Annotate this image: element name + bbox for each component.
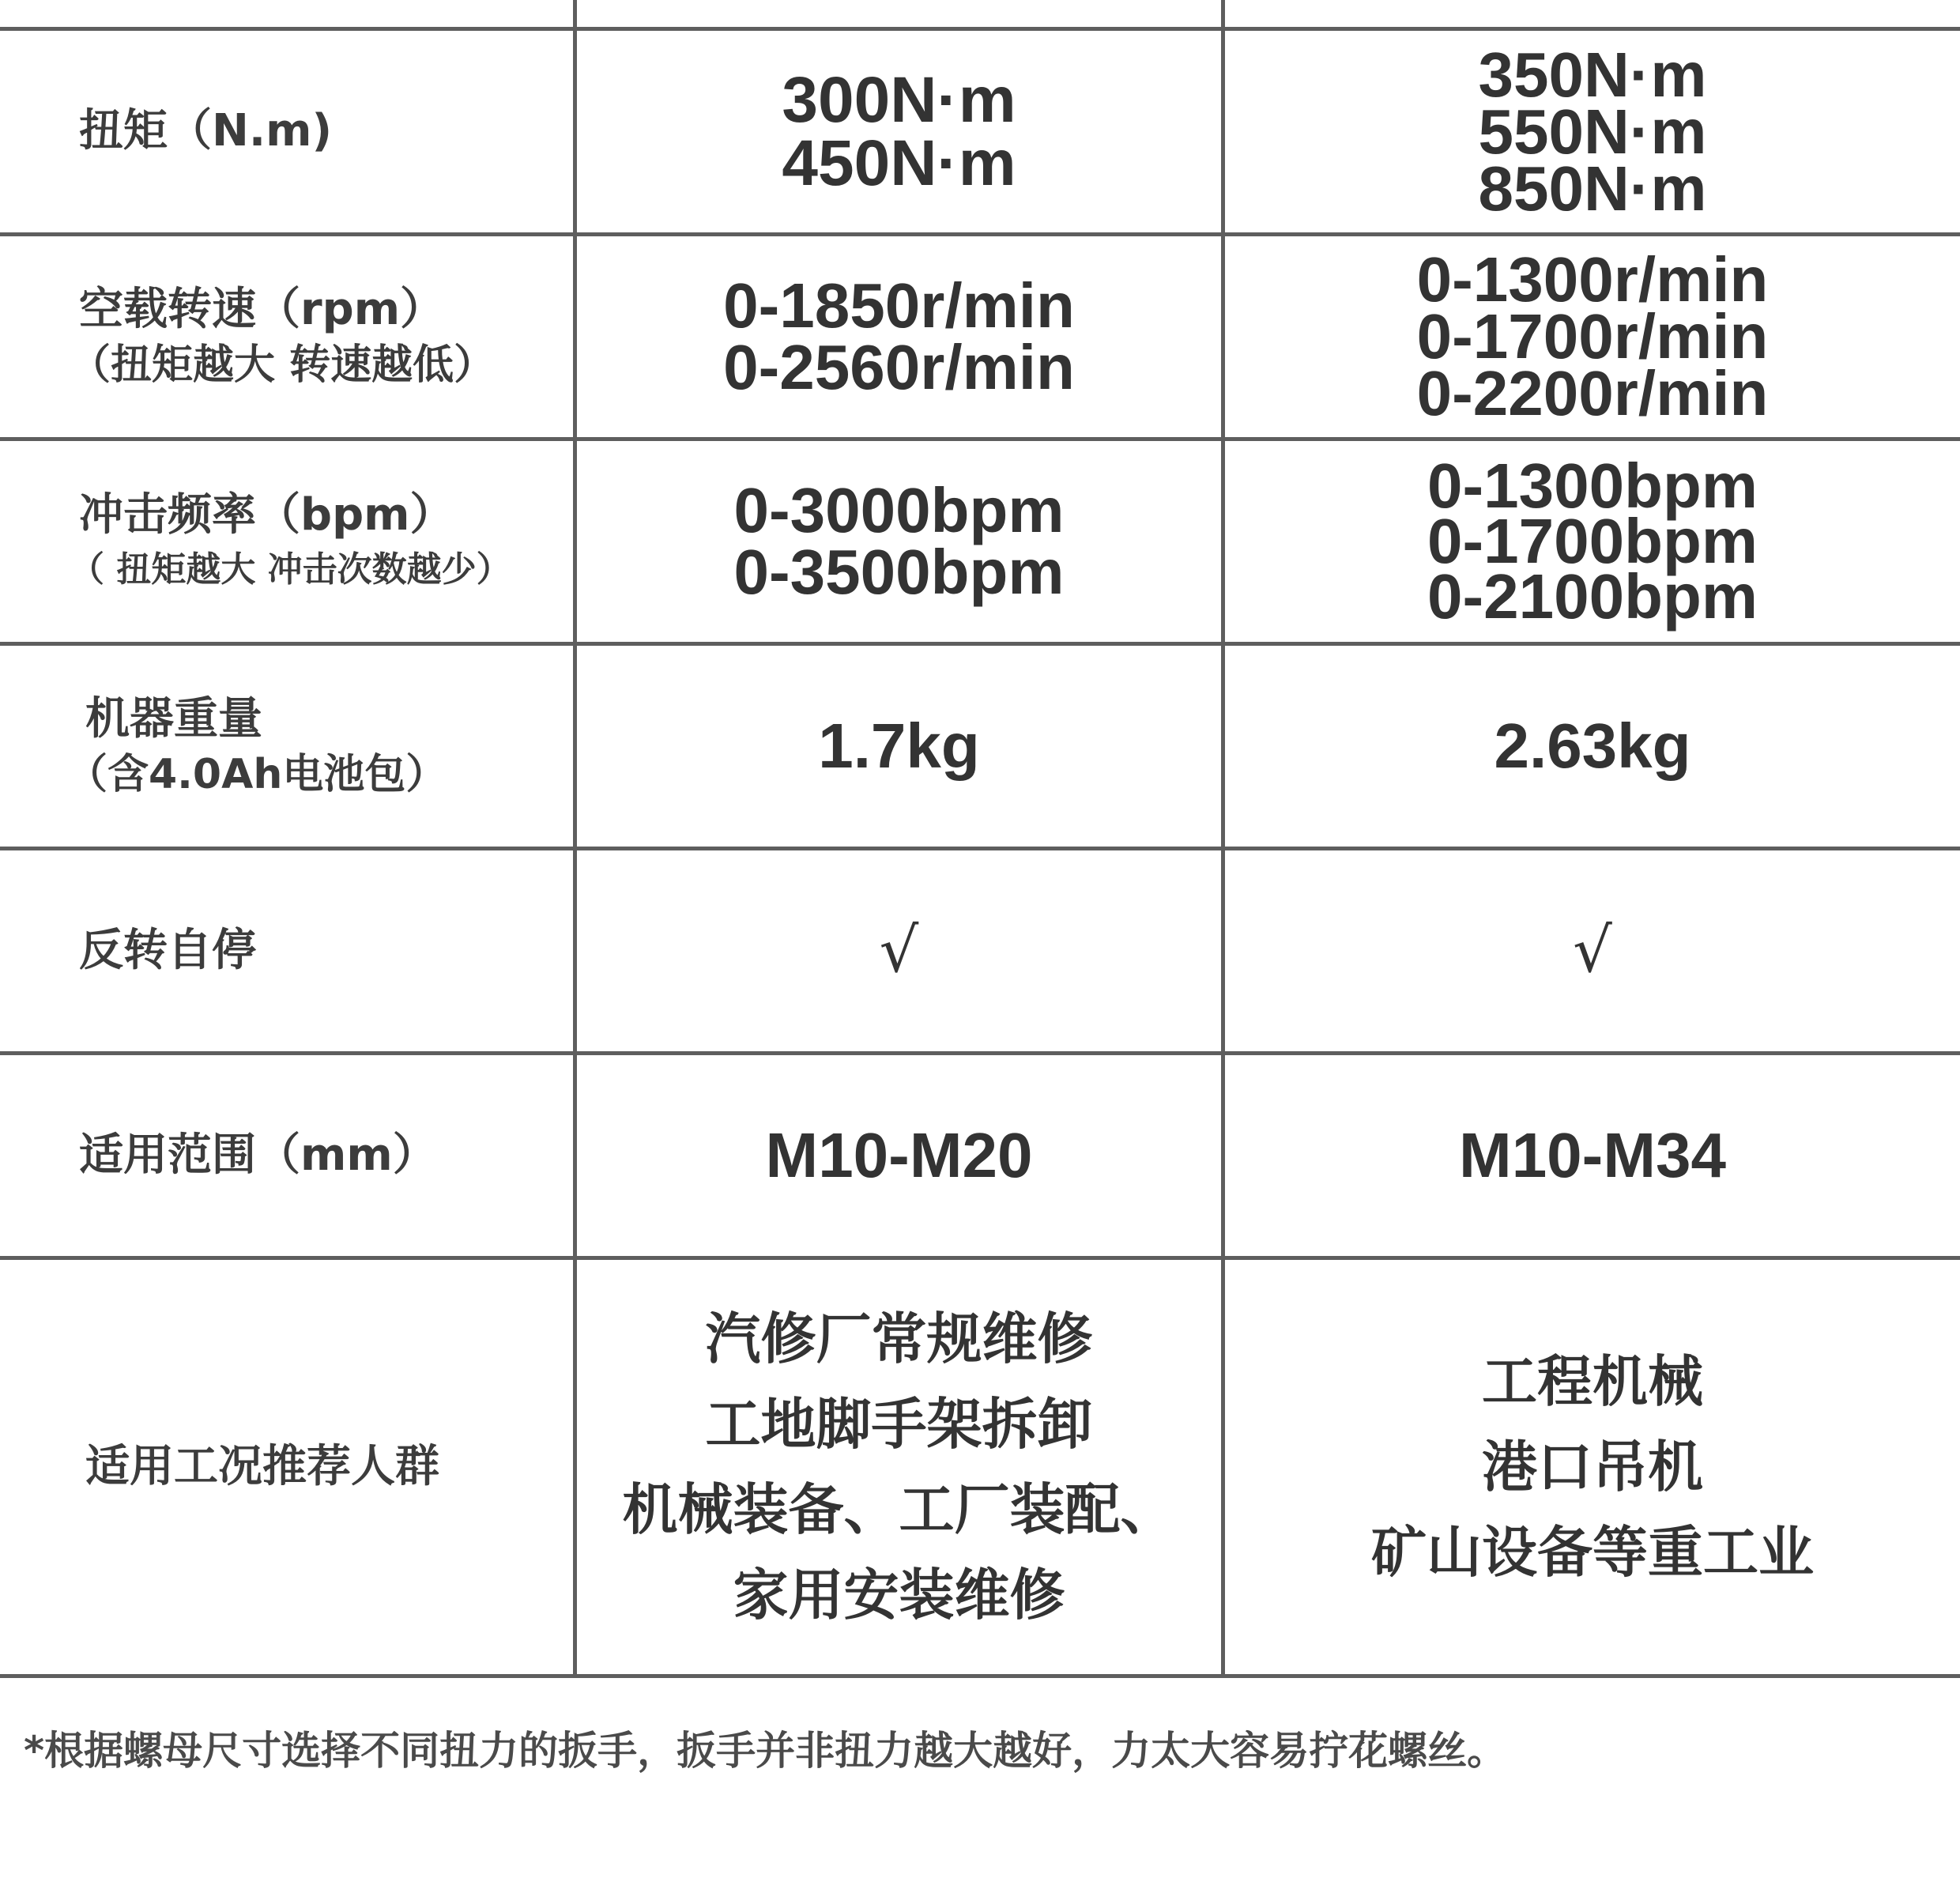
cell-value: 0-1700bpm bbox=[1427, 506, 1758, 576]
cell-value: 850N·m bbox=[1478, 153, 1707, 224]
row-reverse-stop-label bbox=[79, 850, 569, 1051]
row-label: 适用范围（mm） bbox=[79, 1129, 437, 1181]
row-use-case-label bbox=[79, 1260, 569, 1674]
cell-value: 450N·m bbox=[782, 126, 1016, 199]
cell-value: 550N·m bbox=[1478, 96, 1707, 167]
cell-value: 0-2560r/min bbox=[723, 332, 1075, 402]
row-sublabel: （ 扭矩越大 冲击次数越少） bbox=[70, 549, 511, 590]
cell-value: 0-1300r/min bbox=[1416, 244, 1769, 315]
row-impact-col1 bbox=[577, 441, 1221, 642]
row-weight-col2 bbox=[1225, 646, 1960, 847]
cell-value: 机械装备、工厂装配、 bbox=[622, 1477, 1176, 1542]
cell-value: 1.7kg bbox=[818, 711, 980, 781]
footnote: *根据螺母尺寸选择不同扭力的扳手，扳手并非扭力越大越好，力太大容易拧花螺丝。 bbox=[24, 1728, 1507, 1774]
row-weight-col1 bbox=[577, 646, 1221, 847]
row-speed-label bbox=[70, 236, 569, 437]
row-range-label bbox=[79, 1055, 569, 1256]
cell-value: 港口吊机 bbox=[1482, 1435, 1703, 1499]
cell-value: 矿山设备等重工业 bbox=[1371, 1520, 1814, 1585]
cell-value: 工地脚手架拆卸 bbox=[705, 1392, 1093, 1457]
cell-value: M10-M20 bbox=[765, 1120, 1033, 1190]
row-use-case-col2 bbox=[1225, 1260, 1960, 1674]
row-label: 反转自停 bbox=[79, 924, 256, 976]
row-sublabel: （含4.0Ah电池包） bbox=[66, 750, 447, 798]
cell-value: 350N·m bbox=[1478, 39, 1707, 110]
row-reverse-stop-col1 bbox=[577, 850, 1221, 1051]
row-weight-label bbox=[66, 646, 569, 847]
row-impact-label bbox=[70, 441, 569, 642]
row-label: 空载转速（rpm） bbox=[79, 283, 445, 335]
row-range-col1 bbox=[577, 1055, 1221, 1256]
row-label: 机器重量 bbox=[85, 692, 262, 745]
cell-value: 0-2100bpm bbox=[1427, 561, 1758, 632]
cell-value: 工程机械 bbox=[1482, 1349, 1703, 1414]
row-range-col2 bbox=[1225, 1055, 1960, 1256]
row-reverse-stop-col2 bbox=[1225, 850, 1960, 1051]
cell-value: 0-1850r/min bbox=[723, 270, 1075, 341]
row-torque-label bbox=[79, 31, 569, 232]
row-label: 适用工况推荐人群 bbox=[85, 1440, 439, 1492]
row-divider bbox=[0, 1674, 1960, 1678]
cell-value: 2.63kg bbox=[1494, 711, 1691, 781]
cell-value: 0-1300bpm bbox=[1427, 451, 1758, 521]
row-speed-col2 bbox=[1225, 236, 1960, 437]
cell-value: 0-3000bpm bbox=[733, 475, 1065, 545]
row-sublabel: （扭矩越大 转速越低） bbox=[70, 341, 496, 389]
row-label: 冲击频率（bpm） bbox=[79, 488, 454, 541]
row-speed-col1 bbox=[577, 236, 1221, 437]
check-mark-icon: √ bbox=[1573, 915, 1612, 986]
check-mark-icon: √ bbox=[879, 915, 919, 986]
cell-value: 汽修厂常规维修 bbox=[705, 1307, 1093, 1371]
row-label: 扭矩（N.m) bbox=[79, 105, 333, 157]
row-impact-col2 bbox=[1225, 441, 1960, 642]
cell-value: 家用安装维修 bbox=[733, 1563, 1065, 1627]
cell-value: 0-3500bpm bbox=[733, 537, 1065, 607]
cell-value: 0-2200r/min bbox=[1416, 358, 1769, 428]
row-use-case-col1 bbox=[577, 1260, 1221, 1674]
cell-value: 0-1700r/min bbox=[1416, 301, 1769, 371]
cell-value: 300N·m bbox=[782, 63, 1016, 136]
row-torque-col2 bbox=[1225, 31, 1960, 232]
row-torque-col1 bbox=[577, 31, 1221, 232]
cell-value: M10-M34 bbox=[1459, 1120, 1726, 1190]
